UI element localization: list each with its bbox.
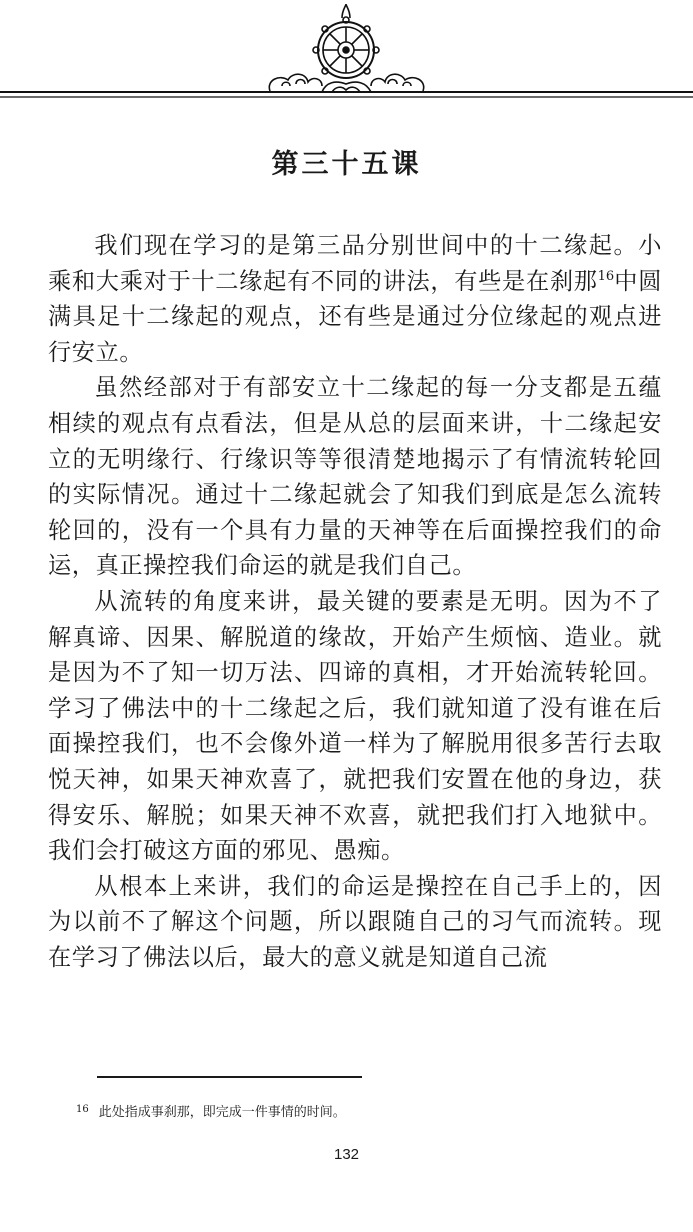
footnote-reference[interactable]: 16 [597, 268, 615, 284]
dharma-wheel-header-ornament [0, 0, 693, 115]
lesson-title: 第三十五课 [271, 149, 422, 180]
footnote-number: 16 [76, 1104, 89, 1115]
footnote [76, 1101, 346, 1122]
footnote-divider [97, 1076, 362, 1078]
paragraph-1-text-continued: 中圆满具足十二缘起的观点，还有些是通过分位缘起的观点进行安立。 [48, 267, 662, 366]
paragraph-4: 从根本上来讲，我们的命运是操控在自己手上的，因为以前不了解这个问题，所以跟随自己的习气而流转。现在学习了佛法以后，最大的意义就是知道自己流 [48, 872, 662, 971]
paragraph-2: 虽然经部对于有部安立十二缘起的每一分支都是五蕴相续的观点有点看法，但是从总的层面来讲，十二缘起安立的无明缘行、行缘识等等很清楚地揭示了有情流转轮回的实际情况。通过十二缘起就会了知我们到底是怎么流转轮回的，没有一个具有力量的天神等在后面操控我们的命运，真正操控我们命运的就是我们自己。 [48, 374, 662, 580]
paragraph-1-text: 我们现在学习的是第三品分别世间中的十二缘起。小乘和大乘对于十二缘起有不同的讲法，有些是在刹那 [48, 232, 662, 295]
page-number: 132 [333, 1146, 360, 1163]
paragraph-1 [48, 228, 662, 370]
paragraph-3: 从流转的角度来讲，最关键的要素是无明。因为不了解真谛、因果、解脱道的缘故，开始产生烦恼、造业。就是因为不了知一切万法、四谛的真相，才开始流转轮回。学习了佛法中的十二缘起之后，我们就知道了没有谁在后面操控我们，也不会像外道一样为了解脱用很多苦行去取悦天神，如果天神欢喜了，就把我们安置在他的身边，获得安乐、解脱；如果天神不欢喜，就把我们打入地狱中。我们会打破这方面的邪见、愚痴。 [48, 587, 662, 865]
footnote-text: 此处指成事刹那，即完成一件事情的时间。 [98, 1105, 346, 1120]
body-text [48, 228, 662, 975]
